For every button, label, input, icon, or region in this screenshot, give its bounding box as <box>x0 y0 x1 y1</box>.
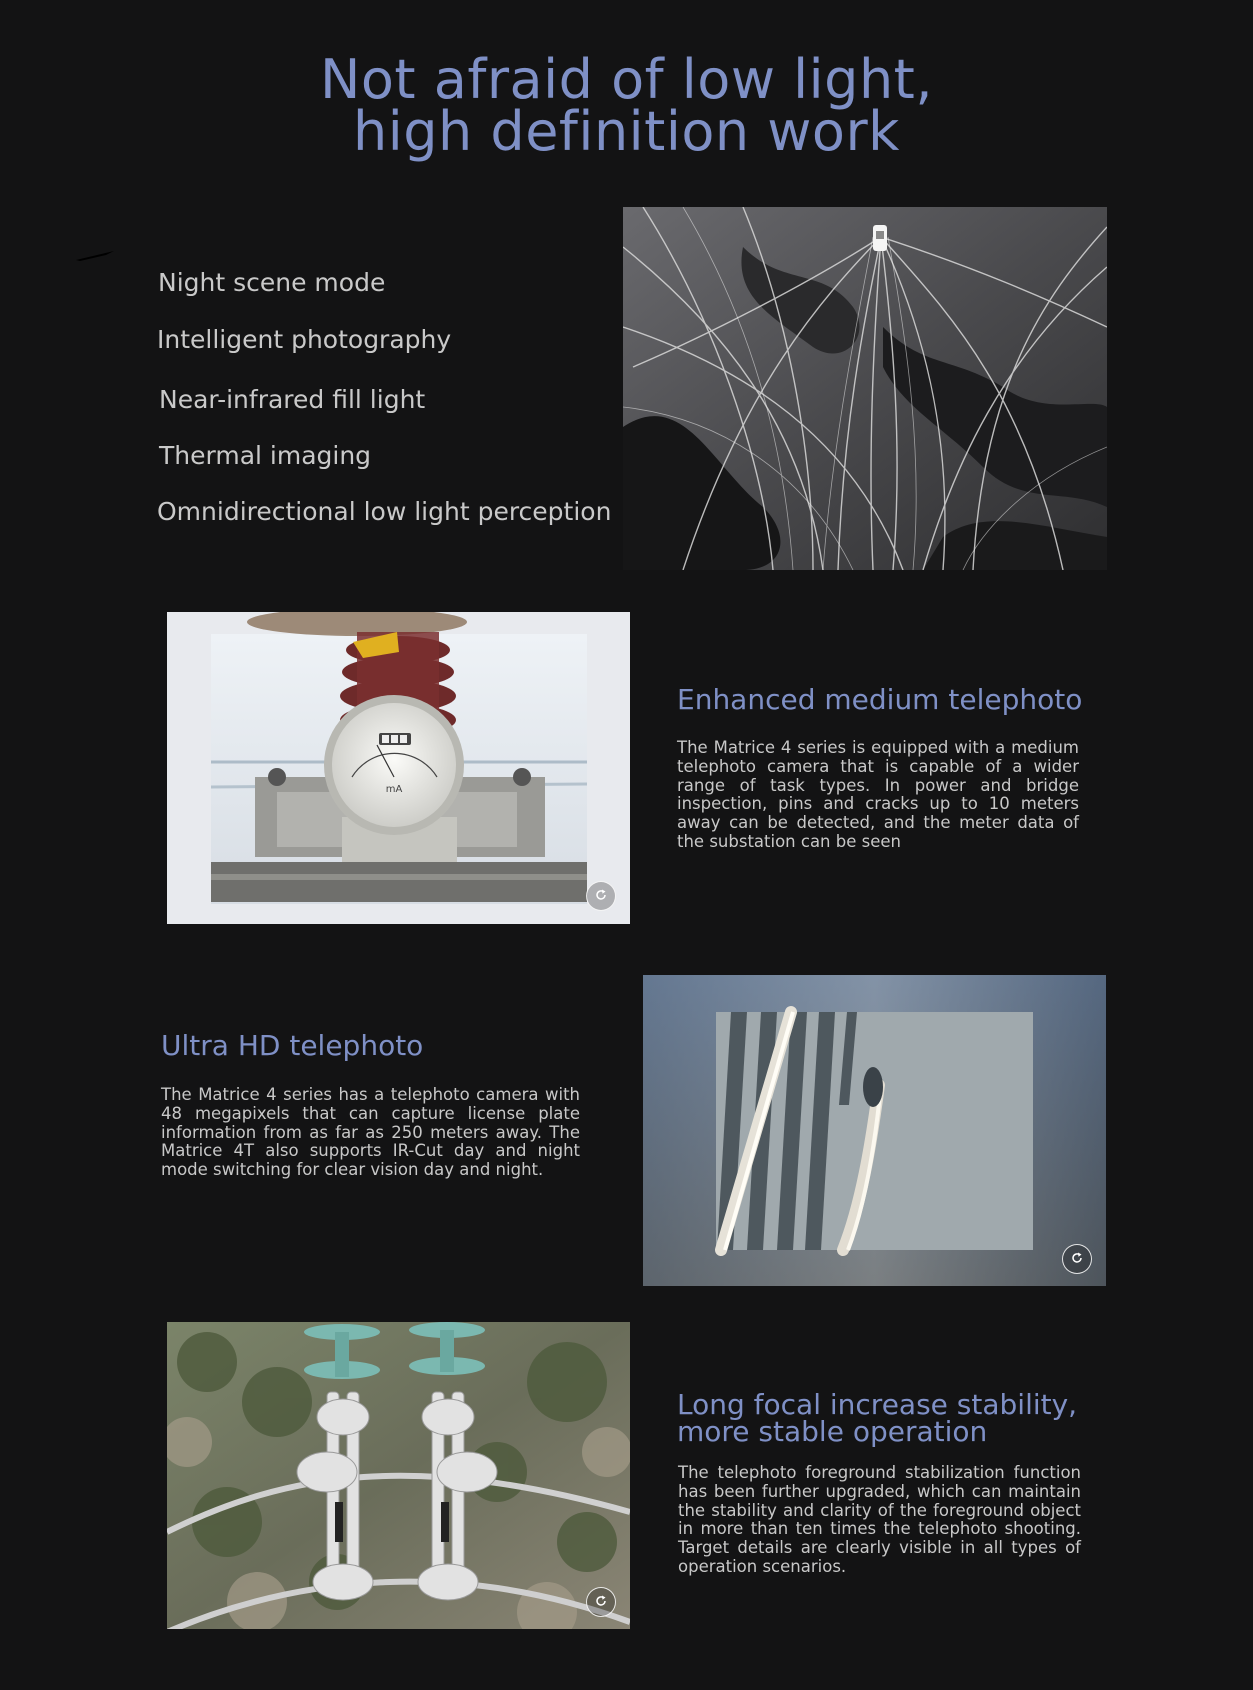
replay-icon <box>1070 1250 1084 1269</box>
meter-dial-label: mA <box>385 784 403 795</box>
decorative-mark <box>76 246 116 256</box>
feature-omni-lowlight: Omnidirectional low light perception <box>157 497 612 526</box>
medium-tele-heading: Enhanced medium telephoto <box>677 683 1083 716</box>
replay-button-meter[interactable] <box>586 881 616 911</box>
replay-icon <box>594 1593 608 1612</box>
stability-heading <box>677 1388 1078 1448</box>
feature-nir-fill-light: Near-infrared fill light <box>159 385 426 414</box>
thermal-image <box>623 207 1107 570</box>
medium-tele-body: The Matrice 4 series is equipped with a medium telephoto camera that is capable of a wider range of task types. In power and bridge inspection, pins and cracks up to 10 meters away can be detected, and the meter data of the substation can be seen <box>677 738 1079 851</box>
replay-icon <box>594 887 608 906</box>
feature-night-scene: Night scene mode <box>158 268 386 297</box>
feature-intelligent-photo: Intelligent photography <box>157 325 452 354</box>
insulator-image <box>167 1322 630 1629</box>
replay-button-bridge[interactable] <box>1062 1244 1092 1274</box>
ultra-hd-heading: Ultra HD telephoto <box>161 1029 424 1062</box>
stability-body: The telephoto foreground stabilization function has been further upgraded, which can maintain the stability and clarity of the foreground object in more than ten times the telephoto shooting. Target details are clearly visible in all types of operation scenarios. <box>678 1463 1081 1576</box>
page-title-line2: high definition work <box>353 100 900 163</box>
replay-button-insulator[interactable] <box>586 1587 616 1617</box>
ultra-hd-body: The Matrice 4 series has a telephoto camera with 48 megapixels that can capture license plate information from as far as 250 meters away. The Matrice 4T also supports IR-Cut day and night mode switching for clear vision day and night. <box>161 1085 580 1180</box>
bridge-cable-image <box>643 975 1106 1286</box>
stability-heading-line2: more stable operation <box>677 1415 988 1448</box>
stability-heading-line1: Long focal increase stability, <box>677 1388 1078 1421</box>
meter-image <box>167 612 630 924</box>
page-title-line1: Not afraid of low light, <box>319 48 934 111</box>
page-title <box>0 48 1253 163</box>
feature-thermal: Thermal imaging <box>159 441 372 470</box>
